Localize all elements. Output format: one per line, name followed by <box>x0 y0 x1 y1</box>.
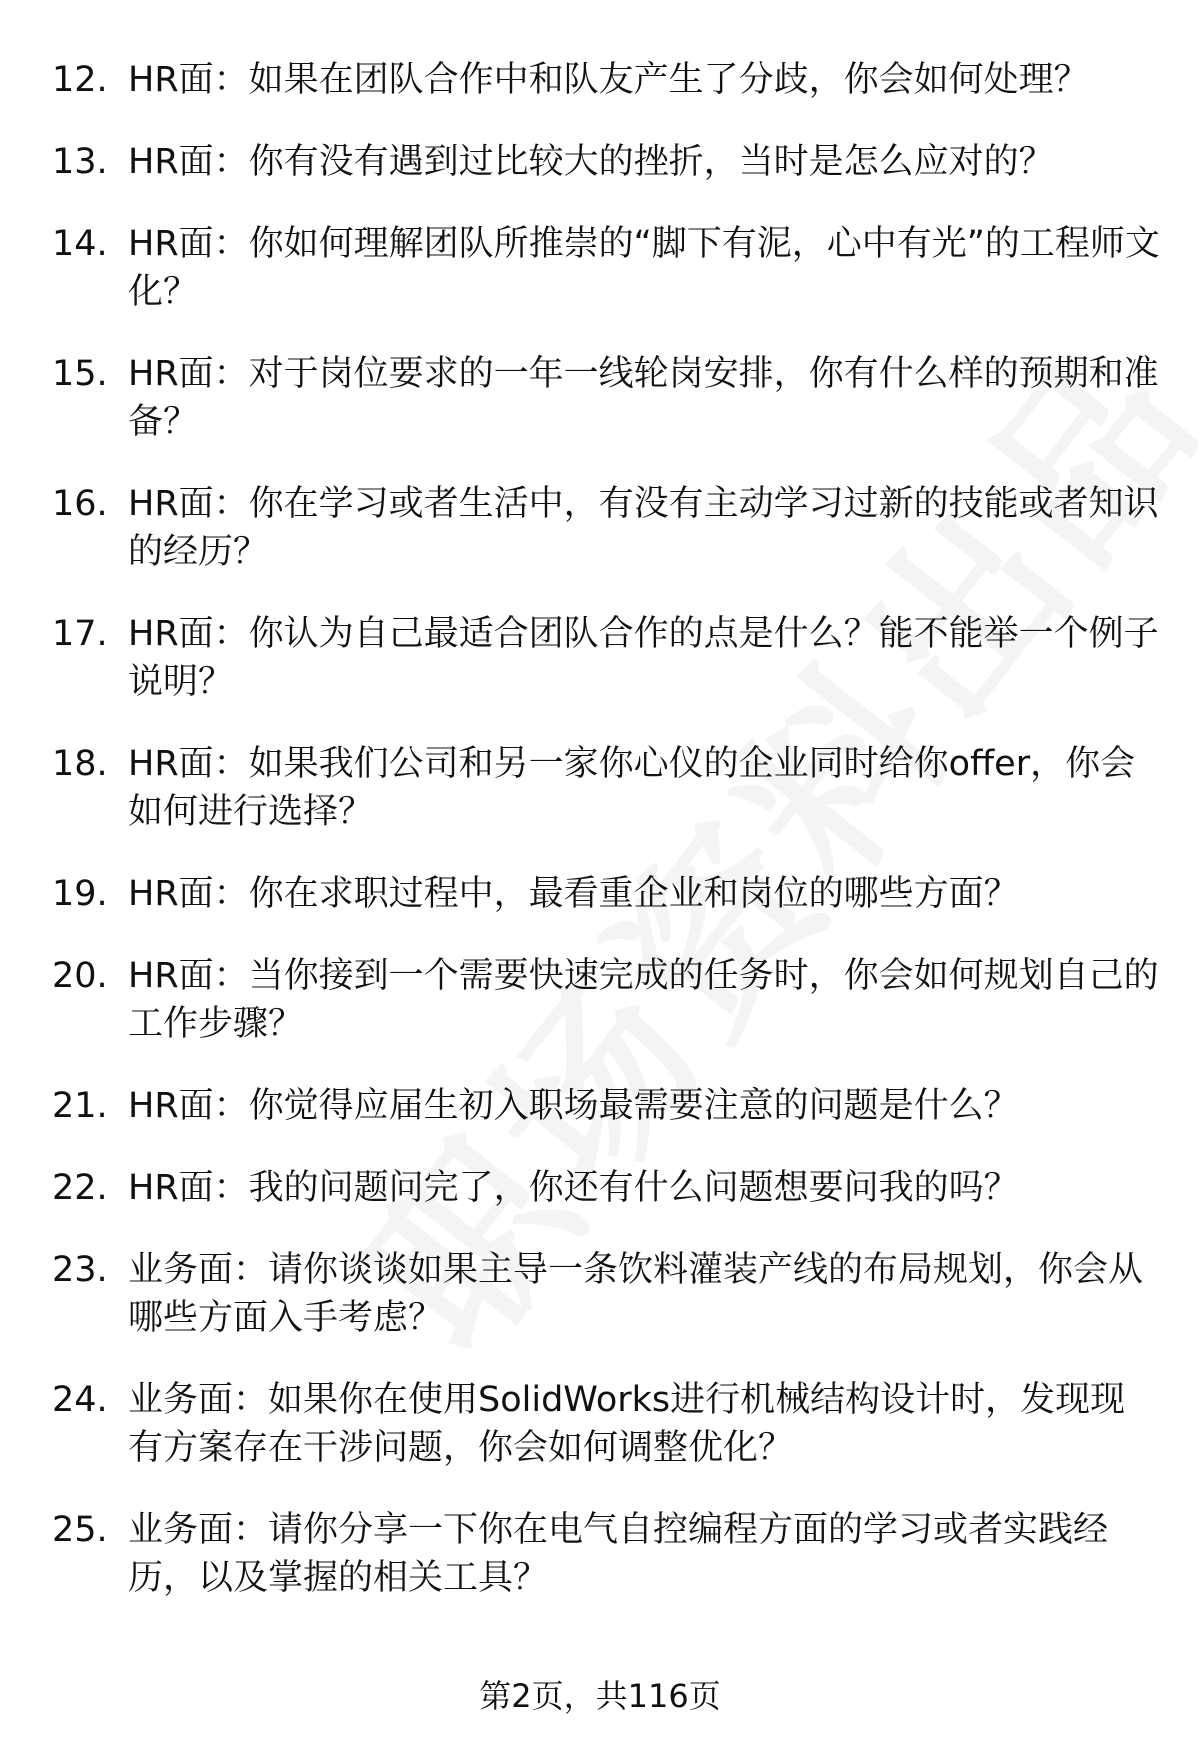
list-item <box>0 1164 1200 1212</box>
list-item <box>0 740 1200 836</box>
question-text: 业务面：请你谈谈如果主导一条饮料灌装产线的布局规划，你会从哪些方面入手考虑？ <box>128 1250 1144 1338</box>
list-item <box>0 610 1200 706</box>
list-item <box>0 870 1200 918</box>
question-number: 20. <box>52 956 108 996</box>
question-number: 18. <box>52 744 108 784</box>
question-text: HR面：你在求职过程中，最看重企业和岗位的哪些方面？ <box>128 874 1019 914</box>
question-number: 14. <box>52 224 108 264</box>
list-item <box>0 56 1200 104</box>
list-item <box>0 1082 1200 1130</box>
list-item <box>0 350 1200 446</box>
list-item <box>0 220 1200 316</box>
list-item <box>0 1246 1200 1342</box>
question-number: 12. <box>52 60 108 100</box>
question-number: 19. <box>52 874 108 914</box>
question-text: 业务面：请你分享一下你在电气自控编程方面的学习或者实践经历，以及掌握的相关工具？ <box>128 1510 1109 1598</box>
page-footer: 第2页，共116页 <box>479 1677 721 1715</box>
question-number: 25. <box>52 1510 108 1550</box>
question-text: HR面：对于岗位要求的一年一线轮岗安排，你有什么样的预期和准备？ <box>128 354 1159 442</box>
list-item <box>0 952 1200 1048</box>
question-text: HR面：你认为自己最适合团队合作的点是什么？能不能举一个例子说明？ <box>128 614 1159 702</box>
question-text: HR面：我的问题问完了，你还有什么问题想要问我的吗？ <box>128 1168 1019 1208</box>
question-number: 13. <box>52 142 108 182</box>
question-text: 业务面：如果你在使用SolidWorks进行机械结构设计时，发现现有方案存在干涉问题，你会如何调整优化？ <box>128 1380 1126 1468</box>
question-text: HR面：如果我们公司和另一家你心仪的企业同时给你offer，你会如何进行选择？ <box>128 744 1136 832</box>
list-item <box>0 1376 1200 1472</box>
question-list <box>0 56 1200 1636</box>
list-item <box>0 1506 1200 1602</box>
question-text: HR面：你在学习或者生活中，有没有主动学习过新的技能或者知识的经历？ <box>128 484 1159 572</box>
list-item <box>0 138 1200 186</box>
question-number: 24. <box>52 1380 108 1420</box>
question-number: 22. <box>52 1168 108 1208</box>
question-number: 16. <box>52 484 108 524</box>
question-number: 15. <box>52 354 108 394</box>
question-text: HR面：当你接到一个需要快速完成的任务时，你会如何规划自己的工作步骤？ <box>128 956 1159 1044</box>
question-number: 23. <box>52 1250 108 1290</box>
question-text: HR面：如果在团队合作中和队友产生了分歧，你会如何处理？ <box>128 60 1089 100</box>
list-item <box>0 480 1200 576</box>
question-text: HR面：你有没有遇到过比较大的挫折，当时是怎么应对的？ <box>128 142 1054 182</box>
question-text: HR面：你觉得应届生初入职场最需要注意的问题是什么？ <box>128 1086 1019 1126</box>
question-text: HR面：你如何理解团队所推崇的“脚下有泥，心中有光”的工程师文化？ <box>128 224 1160 312</box>
question-number: 21. <box>52 1086 108 1126</box>
question-number: 17. <box>52 614 108 654</box>
